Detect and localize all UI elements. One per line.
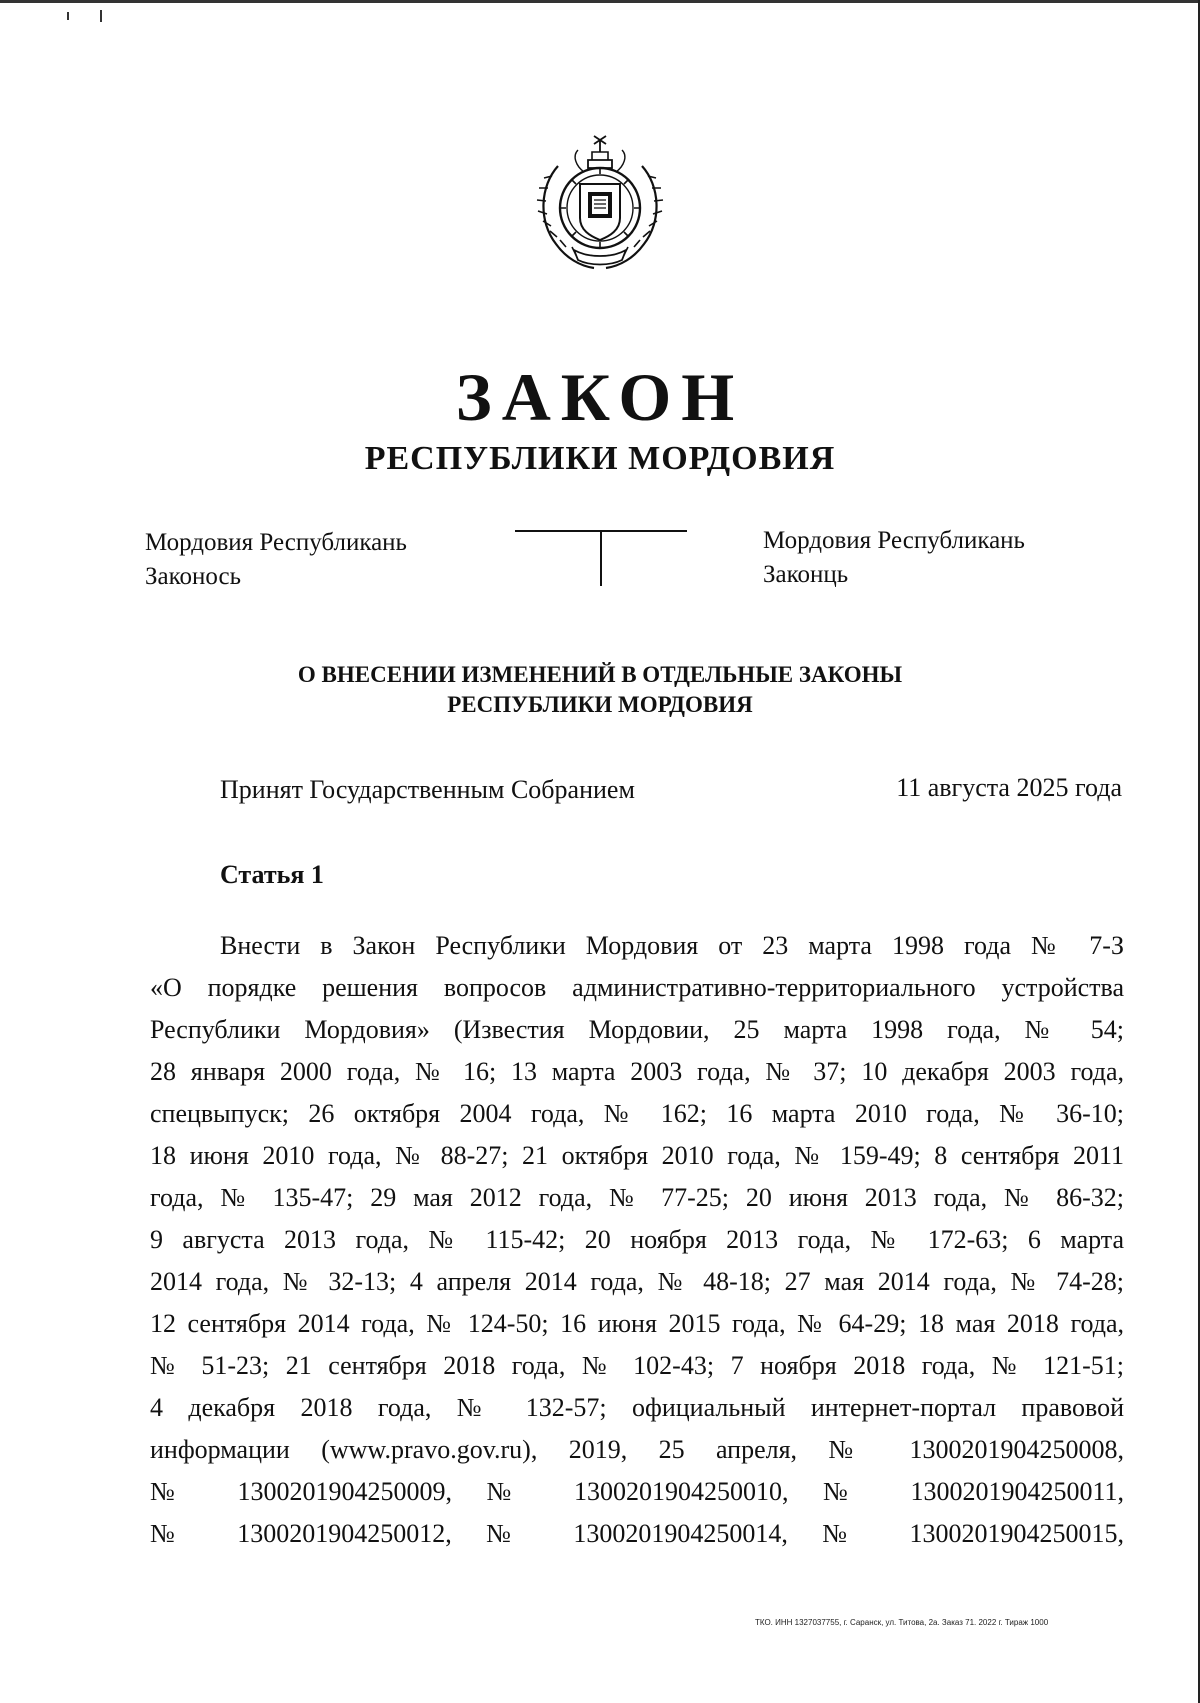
law-title-line: О ВНЕСЕНИИ ИЗМЕНЕНИЙ В ОТДЕЛЬНЫЕ ЗАКОНЫ (297, 662, 903, 687)
article-line: 28 января 2000 года, № 16; 13 марта 2003 года, № 37; 10 декабря 2003 года, (150, 1057, 1124, 1086)
law-title (0, 660, 1200, 720)
article-line: № 1300201904250009, № 1300201904250010, № 1300201904250011, (150, 1477, 1124, 1506)
article-line: 4 декабря 2018 года, № 132-57; официальный интернет-портал правовой (150, 1393, 1124, 1422)
article-line: Внести в Закон Республики Мордовия от 23 марта 1998 года № 7-З (220, 931, 1124, 960)
header-divider-vertical (600, 531, 602, 586)
article-body (150, 925, 1124, 1555)
adoption-date: 11 августа 2025 года (896, 773, 1122, 802)
article-line: Республики Мордовия» (Известия Мордовии, 25 марта 1998 года, № 54; (150, 1015, 1124, 1044)
header-right-line: Законць (763, 561, 849, 588)
article-line: 18 июня 2010 года, № 88-27; 21 октября 2010 года, № 159-49; 8 сентября 2011 (150, 1141, 1124, 1170)
header-left-line: Мордовия Республикань (145, 529, 407, 556)
scan-edge-top (0, 0, 1200, 3)
article-line: 12 сентября 2014 года, № 124-50; 16 июня 2015 года, № 64-29; 18 мая 2018 года, (150, 1309, 1124, 1338)
article-line: «О порядке решения вопросов административно-территориального устройства (150, 973, 1124, 1002)
article-line: 2014 года, № 32-13; 4 апреля 2014 года, № 48-18; 27 мая 2014 года, № 74-28; (150, 1267, 1124, 1296)
scan-artifact (67, 12, 69, 20)
article-line: года, № 135-47; 29 мая 2012 года, № 77-25; 20 июня 2013 года, № 86-32; (150, 1183, 1124, 1212)
document-subtitle: РЕСПУБЛИКИ МОРДОВИЯ (364, 440, 836, 477)
header-right-name (763, 524, 1025, 592)
header-right-line: Мордовия Республикань (763, 527, 1025, 554)
header-left-line: Законось (145, 563, 241, 590)
scan-artifact (100, 10, 102, 22)
article-heading: Статья 1 (220, 860, 324, 889)
article-line: № 51-23; 21 сентября 2018 года, № 102-43; 7 ноября 2018 года, № 121-51; (150, 1351, 1124, 1380)
document-title: ЗАКОН (455, 359, 745, 435)
article-line: спецвыпуск; 26 октября 2004 года, № 162; 16 марта 2010 года, № 36-10; (150, 1099, 1124, 1128)
article-line: № 1300201904250012, № 1300201904250014, № 1300201904250015, (150, 1519, 1124, 1548)
header-left-name (145, 526, 407, 594)
article-line: 9 августа 2013 года, № 115-42; 20 ноября 2013 года, № 172-63; 6 марта (150, 1225, 1124, 1254)
article-line: информации (www.pravo.gov.ru), 2019, 25 апреля, № 1300201904250008, (150, 1435, 1124, 1464)
law-title-line: РЕСПУБЛИКИ МОРДОВИЯ (447, 692, 753, 717)
print-info-footer: ТКО. ИНН 1327037755, г. Саранск, ул. Титова, 2а. Заказ 71. 2022 г. Тираж 1000 (755, 1618, 1049, 1627)
adoption-label: Принят Государственным Собранием (220, 775, 635, 804)
coat-of-arms-emblem (528, 126, 672, 276)
